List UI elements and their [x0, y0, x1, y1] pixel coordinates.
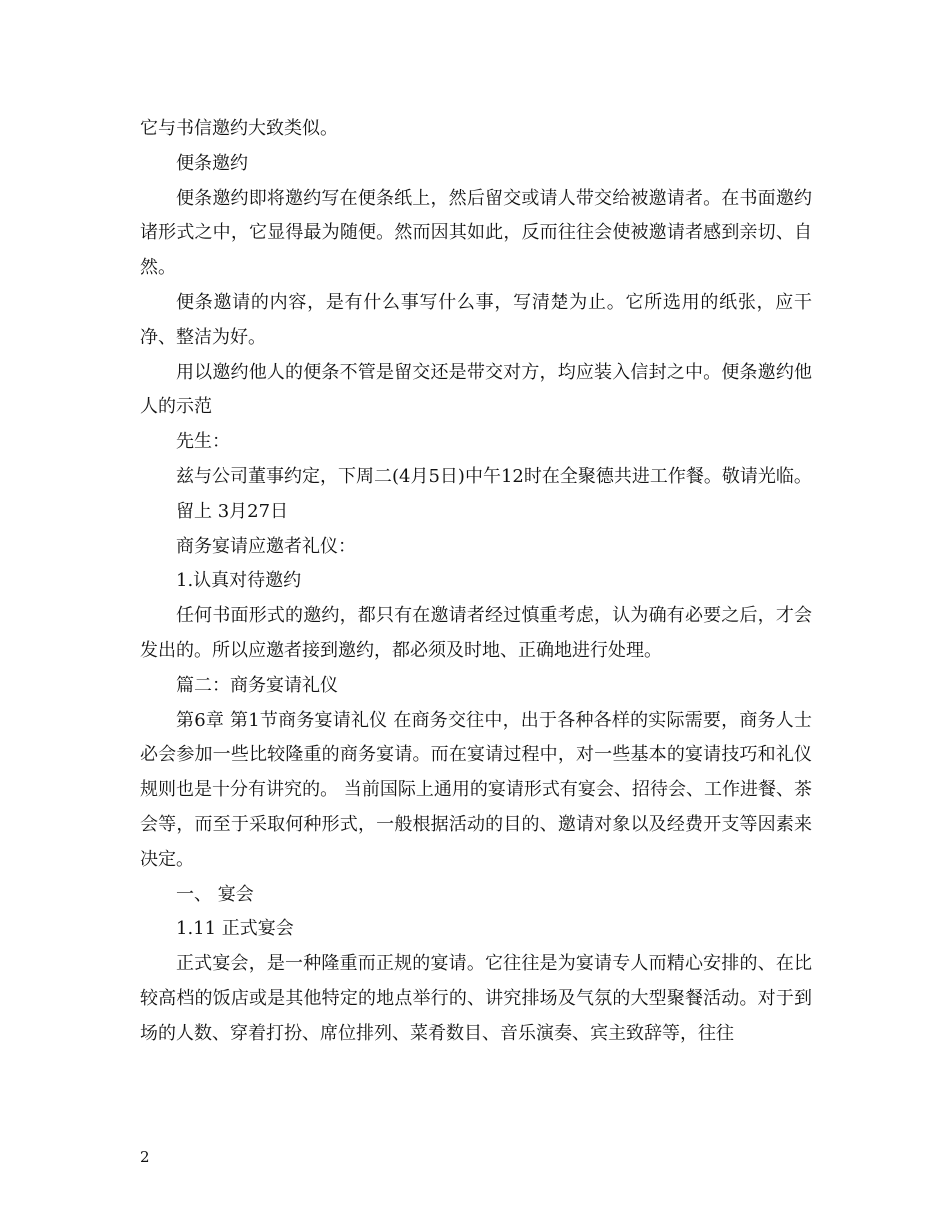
- page-number: 2: [140, 1148, 150, 1166]
- paragraph: 第6章 第1节商务宴请礼仪 在商务交往中，出于各种各样的实际需要，商务人士必会参加一些比较隆重的商务宴请。而在宴请过程中，对一些基本的宴请技巧和礼仪规则也是十分有讲究的。 当前国际上通用的宴请形式有宴会、招待会、工作进餐、茶会等，而至于采取何种形式，一般根据活动的目的、邀请对象以及经费开支等因素来决定。: [140, 709, 812, 870]
- paragraph: 任何书面形式的邀约，都只有在邀请者经过慎重考虑，认为确有必要之后，才会发出的。所以应邀者接到邀约，都必须及时地、正确地进行处理。: [140, 605, 812, 661]
- paragraph: 正式宴会，是一种隆重而正规的宴请。它往往是为宴请专人而精心安排的、在比较高档的饭店或是其他特定的地点举行的、讲究排场及气氛的大型聚餐活动。对于到场的人数、穿着打扮、席位排列、菜肴数目、音乐演奏、宾主致辞等，往往: [140, 953, 812, 1044]
- sample-signature-date: 留上 3月27日: [176, 500, 289, 522]
- sample-body: 兹与公司董事约定，下周二(4月5日)中午12时在全聚德共进工作餐。敬请光临。: [176, 465, 812, 487]
- section-heading: 商务宴请应邀者礼仪：: [176, 535, 356, 557]
- document-body: [140, 112, 812, 1052]
- subsection-heading: 1.11 正式宴会: [176, 918, 294, 940]
- paragraph: 用以邀约他人的便条不管是留交还是带交对方，均应装入信封之中。便条邀约他人的示范: [140, 361, 812, 418]
- chapter-heading: 篇二：商务宴请礼仪: [176, 674, 338, 696]
- paragraph: 便条邀约即将邀约写在便条纸上，然后留交或请人带交给被邀请者。在书面邀约诸形式之中，它显得最为随便。然而因其如此，反而往往会使被邀请者感到亲切、自然。: [140, 187, 812, 279]
- heading-note-invitation: 便条邀约: [176, 152, 248, 174]
- section-heading: 一、 宴会: [176, 883, 254, 905]
- paragraph: 它与书信邀约大致类似。: [140, 118, 338, 139]
- paragraph: 便条邀请的内容，是有什么事写什么事，写清楚为止。它所选用的纸张，应干净、整洁为好。: [140, 291, 812, 348]
- sample-salutation: 先生：: [176, 431, 230, 453]
- numbered-heading: 1.认真对待邀约: [176, 570, 302, 592]
